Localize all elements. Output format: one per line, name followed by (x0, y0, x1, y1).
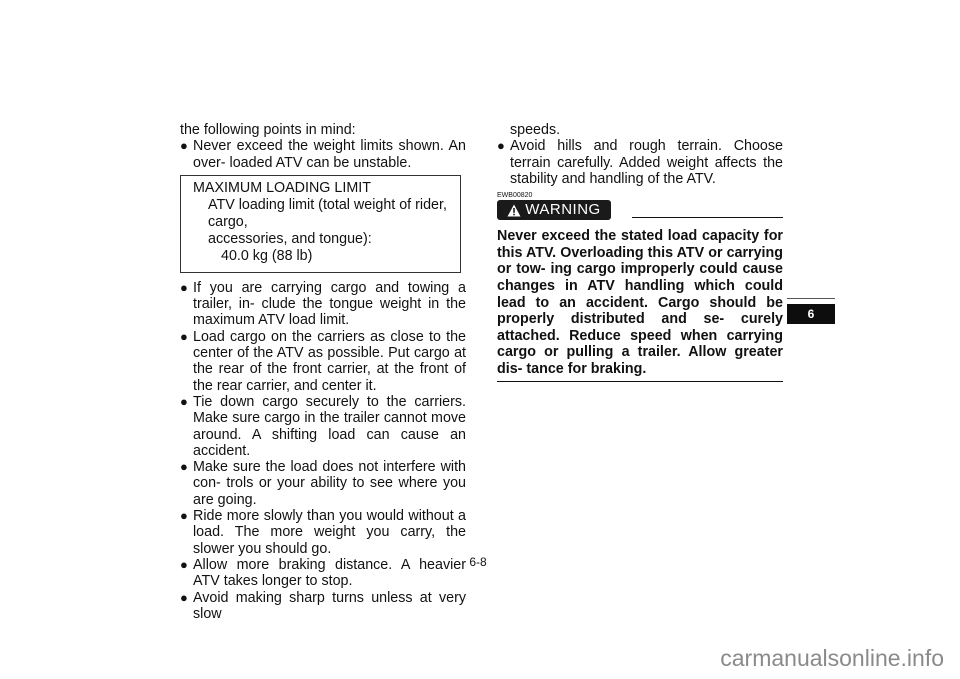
warning-rule (632, 217, 783, 218)
warning-header (497, 200, 783, 222)
list-item (180, 329, 466, 394)
list-item-text: Make sure the load does not interfere with con- trols or your ability to see where you are going. (193, 459, 466, 508)
bullet-icon: ● (180, 508, 188, 524)
bullet-icon: ● (180, 328, 188, 344)
list-item (497, 138, 783, 187)
loading-limit-heading: MAXIMUM LOADING LIMIT (193, 179, 371, 196)
bullet-icon: ● (180, 589, 188, 605)
list-item-text: Avoid hills and rough terrain. Choose terrain carefully. Added weight affects the stability and handling of the ATV. (510, 138, 783, 187)
warning-bottom-rule (497, 381, 783, 382)
list-item-text: Tie down cargo securely to the carriers. Make sure cargo in the trailer cannot move around. A shifting load can cause an accident. (193, 393, 466, 459)
list-item (180, 508, 466, 557)
list-item (180, 459, 466, 508)
page-number: 6-8 (469, 555, 487, 569)
warning-badge (497, 200, 611, 220)
list-item-text: Never exceed the weight limits shown. An over- loaded ATV can be unstable. (193, 138, 466, 171)
section-tab: 6 (787, 304, 835, 324)
list-item-text: Allow more braking distance. A heavier ATV takes longer to stop. (193, 556, 466, 590)
continuation-text: speeds. (510, 122, 561, 138)
list-item (180, 138, 466, 171)
loading-limit-value: 40.0 kg (88 lb) (221, 247, 313, 264)
bullet-icon: ● (180, 279, 188, 295)
list-item-text: Load cargo on the carriers as close to the center of the ATV as possible. Put cargo at the rear of the front carrier, at the front of the rear carrier, and center it. (193, 328, 466, 394)
bullet-icon: ● (180, 459, 188, 475)
warning-text: Never exceed the stated load capacity for this ATV. Overloading this ATV or carrying or tow- ing cargo improperly could cause changes in ATV handling which could lead to an accident. Cargo should be properly distributed and se- curely attached. Reduce speed when carrying cargo or pulling a trailer. Allow greater dis- tance for braking. (497, 228, 783, 377)
warning-label: WARNING (525, 201, 601, 219)
loading-limit-line: accessories, and tongue): (208, 230, 372, 247)
list-item (180, 280, 466, 329)
bullet-icon: ● (180, 138, 188, 154)
warning-triangle-icon (507, 204, 521, 217)
left-column (180, 122, 466, 622)
list-item-text: If you are carrying cargo and towing a trailer, in- clude the tongue weight in the maximum ATV load limit. (193, 279, 466, 329)
right-column (497, 122, 783, 382)
section-tab-rule (787, 298, 835, 299)
loading-limit-line: ATV loading limit (total weight of rider, cargo, (208, 196, 447, 230)
bullet-icon: ● (497, 138, 505, 154)
list-item-text: Avoid making sharp turns unless at very slow (193, 589, 466, 622)
intro-text: the following points in mind: (180, 122, 356, 138)
warning-code: EWB00820 (497, 192, 533, 200)
loading-limit-box (180, 175, 461, 273)
bullet-icon: ● (180, 393, 188, 409)
list-item-text: Ride more slowly than you would without a load. The more weight you carry, the slower you should go. (193, 508, 466, 557)
bullet-icon: ● (180, 556, 188, 572)
list-item (180, 557, 466, 590)
list-item (180, 394, 466, 459)
watermark: carmanualsonline.info (720, 645, 944, 671)
list-item (180, 590, 466, 623)
